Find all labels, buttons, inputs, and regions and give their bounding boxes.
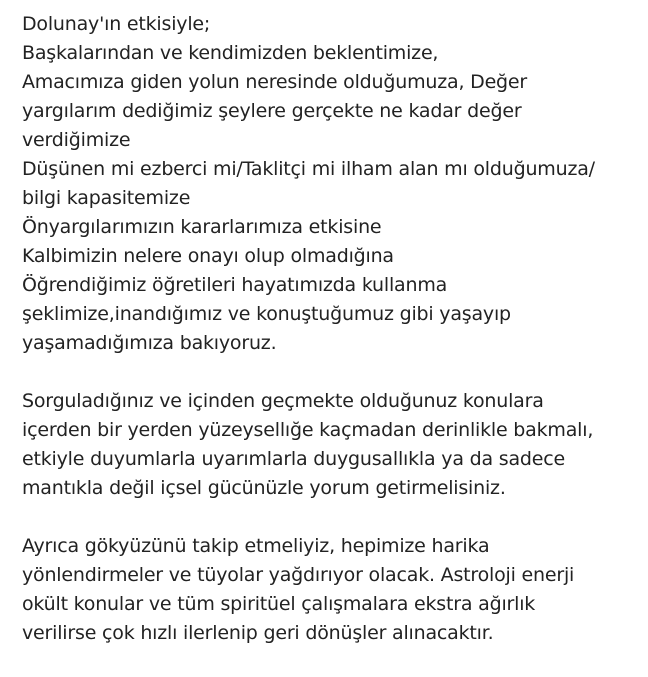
text-line: yargılarım dediğimiz şeylere gerçekte ne kadar değer [22,100,522,122]
paragraph-1 [22,10,644,358]
text-line: okült konular ve tüm spiritüel çalışmalara ekstra ağırlık [22,593,536,615]
text-line: verdiğimize [22,129,131,151]
text-line: Amacımıza giden yolun neresinde olduğumuza, Değer [22,71,528,93]
text-line: bilgi kapasitemize [22,187,191,209]
text-line: verilirse çok hızlı ilerlenip geri dönüşler alınacaktır. [22,622,494,644]
paragraph-3 [22,532,644,648]
text-line: etkiyle duyumlarla uyarımlarla duygusallıkla ya da sadece [22,448,565,470]
text-line: mantıkla değil içsel gücünüzle yorum getirmelisiniz. [22,477,506,499]
text-line: yönlendirmeler ve tüyolar yağdırıyor olacak. Astroloji enerji [22,564,575,586]
text-line: Sorguladığınız ve içinden geçmekte olduğunuz konulara [22,390,544,412]
paragraph-2 [22,387,644,503]
text-line: Kalbimizin nelere onayı olup olmadığına [22,245,394,267]
text-line: içerden bir yerden yüzeysellığe kaçmadan derinlikle bakmalı, [22,419,594,441]
text-line: yaşamadığımıza bakıyoruz. [22,332,277,354]
text-line: Düşünen mi ezberci mi/Taklitçi mi ilham alan mı olduğumuza/ [22,158,595,180]
text-line: Öğrendiğimiz öğretileri hayatımızda kullanma [22,274,448,296]
text-line: Önyargılarımızın kararlarımıza etkisine [22,216,382,238]
text-line: Dolunay'ın etkisiyle; [22,13,211,35]
document-text [22,10,644,677]
text-line: şeklimize,inandığımız ve konuştuğumuz gibi yaşayıp [22,303,511,325]
text-line: Ayrıca gökyüzünü takip etmeliyiz, hepimize harika [22,535,490,557]
text-line: Başkalarından ve kendimizden beklentimize, [22,42,439,64]
